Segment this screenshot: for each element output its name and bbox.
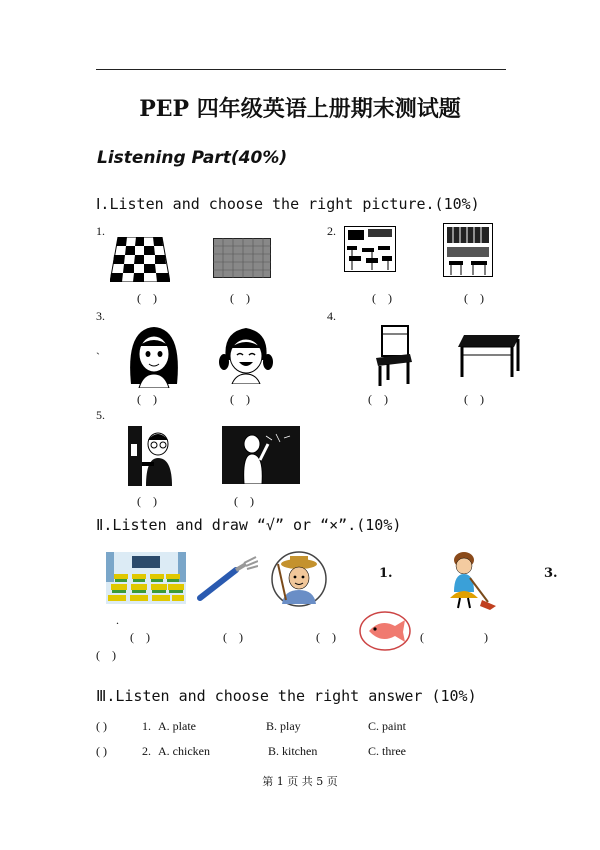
section2-label-1: 1. <box>379 566 393 581</box>
section1-heading: Ⅰ.Listen and choose the right picture.(10%) <box>96 195 480 213</box>
checkerboard-icon <box>110 237 170 282</box>
tick-mark: ` <box>96 350 100 364</box>
page-title: PEP 四年级英语上册期末测试题 <box>139 96 461 122</box>
question-paren[interactable]: ( ) <box>96 744 107 758</box>
option-c: C. paint <box>368 719 406 733</box>
answer-paren[interactable]: ( ) <box>316 630 336 644</box>
girl-sweeping-icon <box>444 550 500 610</box>
section3-heading: Ⅲ.Listen and choose the right answer (10%) <box>96 687 477 705</box>
fork-icon <box>196 556 258 602</box>
fish-icon <box>359 610 411 652</box>
girl-long-hair-icon <box>125 324 183 388</box>
top-rule <box>96 69 506 70</box>
item4-number: 4. <box>327 309 336 323</box>
question-paren[interactable]: ( ) <box>96 719 107 733</box>
section2-dot: . <box>116 613 119 627</box>
answer-paren[interactable]: ( ) <box>96 648 116 662</box>
question-number: 2. <box>142 744 151 758</box>
option-c: C. three <box>368 744 406 758</box>
answer-paren[interactable]: ( ) <box>230 392 250 406</box>
section2-heading: Ⅱ.Listen and draw “√” or “×”.(10%) <box>96 516 402 534</box>
answer-paren[interactable]: ( ) <box>372 291 392 305</box>
answer-paren[interactable]: ( ) <box>230 291 250 305</box>
gray-tile-icon <box>213 238 271 278</box>
man-at-door-icon <box>126 424 176 488</box>
farmer-icon <box>270 550 328 608</box>
desk-icon <box>456 333 522 379</box>
item5-number: 5. <box>96 408 105 422</box>
answer-paren[interactable]: ( ) <box>234 494 254 508</box>
girl-pigtails-icon <box>218 324 274 384</box>
answer-paren[interactable]: ( ) <box>464 392 484 406</box>
option-b: B. play <box>266 719 301 733</box>
answer-paren[interactable]: ( ) <box>368 392 388 406</box>
answer-paren-wide[interactable]: ( ) <box>420 630 488 644</box>
answer-paren[interactable]: ( ) <box>137 494 157 508</box>
answer-paren[interactable]: ( ) <box>464 291 484 305</box>
chair-icon <box>372 324 414 388</box>
item2-number: 2. <box>327 224 336 238</box>
blackboard-icon <box>222 426 300 484</box>
item1-number: 1. <box>96 224 105 238</box>
answer-paren[interactable]: ( ) <box>130 630 150 644</box>
answer-paren[interactable]: ( ) <box>137 392 157 406</box>
classroom-desks-icon <box>106 552 186 604</box>
section2-label-3: 3. <box>544 566 558 581</box>
item3-number: 3. <box>96 309 105 323</box>
answer-paren[interactable]: ( ) <box>223 630 243 644</box>
classroom-icon <box>344 226 396 272</box>
option-a: A. plate <box>158 719 196 733</box>
library-icon <box>443 223 493 277</box>
part-heading: Listening Part(40%) <box>97 148 288 168</box>
answer-paren[interactable]: ( ) <box>137 291 157 305</box>
question-number: 1. <box>142 719 151 733</box>
page-footer: 第 1 页 共 5 页 <box>262 775 338 788</box>
option-b: B. kitchen <box>268 744 318 758</box>
option-a: A. chicken <box>158 744 210 758</box>
